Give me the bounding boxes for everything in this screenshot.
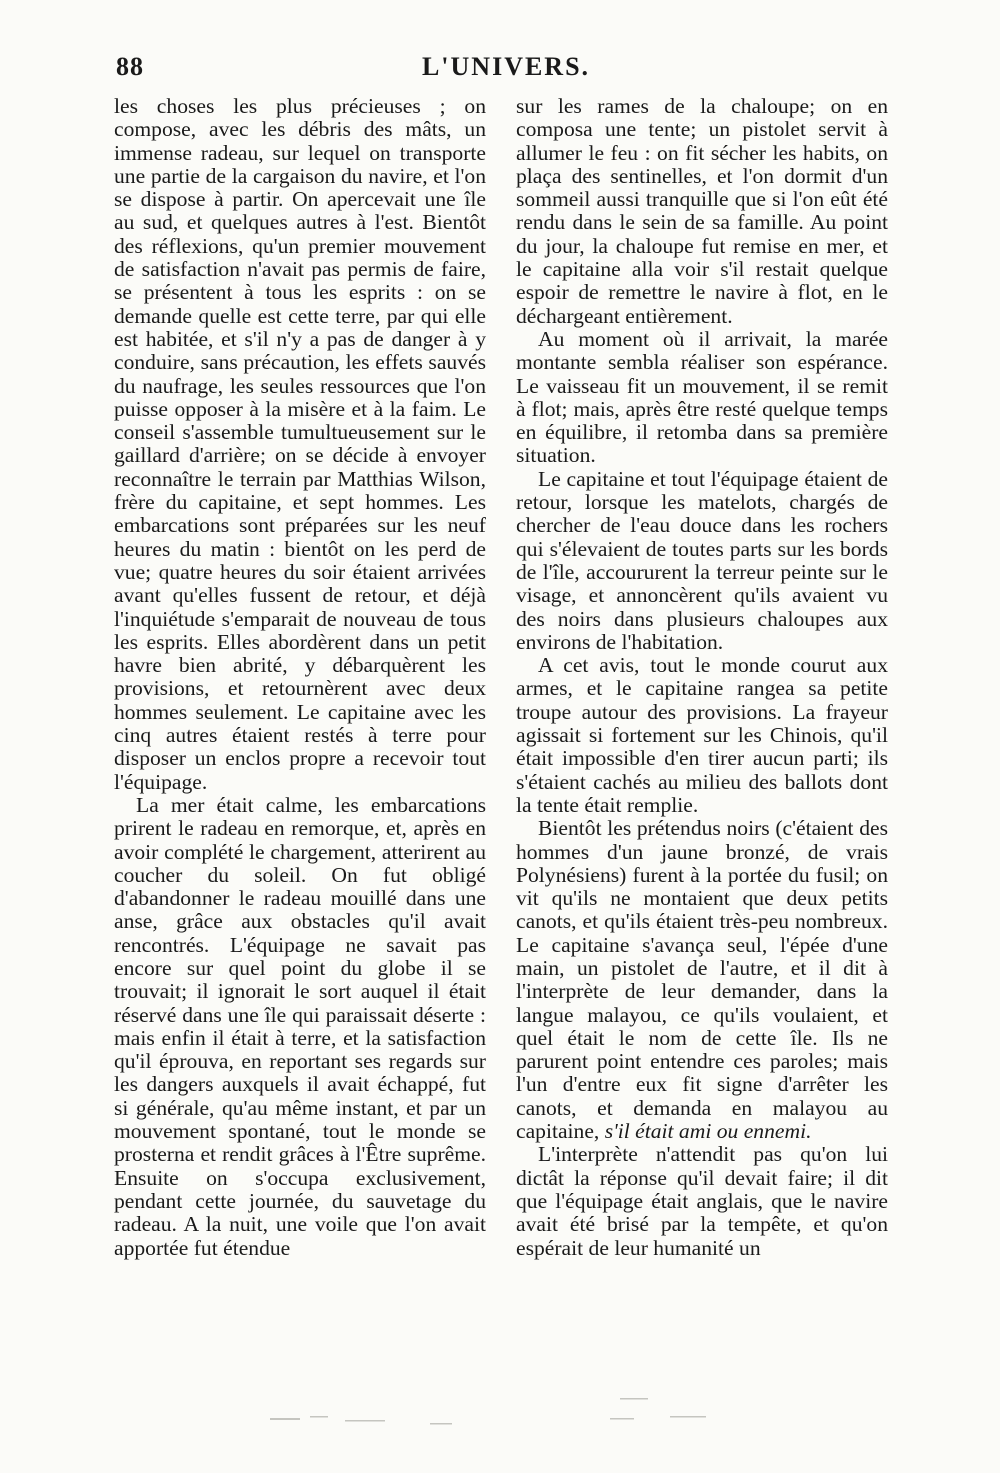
paragraph-right-4: A cet avis, tout le monde courut aux armes, et le capitaine rangea sa petite troupe autour des provisions. La frayeur agissait si fortement sur les Chinois, qu'il était impossible d'en tirer aucun parti; ils s'étaient cachés au milieu des ballots dont la tente était remplie. bbox=[516, 653, 888, 817]
paragraph-right-1: sur les rames de la chaloupe; on en composa une tente; un pistolet servit à allumer le feu : on fit sécher les habits, on plaça des sentinelles, et l'on dormit d'un sommeil aussi tranquille que si l'on eût été rendu dans le sein de sa famille. Au point du jour, la chaloupe fut remise en mer, et le capitaine alla voir s'il restait quelque espoir de remettre le navire à flot, en le déchargeant entièrement. bbox=[516, 95, 888, 328]
paragraph-right-2: Au moment où il arrivait, la marée montante sembla réaliser son espérance. Le vaisseau fit un mouvement, il se remit à flot; mais, après être resté quelque temps en équilibre, il retomba dans sa première situation. bbox=[516, 326, 888, 468]
page-specks bbox=[250, 1390, 750, 1430]
right-column bbox=[516, 95, 888, 1385]
running-title: L'UNIVERS. bbox=[421, 52, 591, 81]
left-column bbox=[114, 95, 486, 1385]
page-number: 88 bbox=[116, 52, 144, 81]
paragraph-left-1: les choses les plus précieuses ; on compose, avec les débris des mâts, un immense radeau, sur lequel on transporte une partie de la cargaison du navire, et l'on se dispose à partir. On apercevait une île au sud, et quelques autres à l'est. Bientôt des réflexions, qu'un premier mouvement de satisfaction n'avait pas permis de faire, se présentent à tous les esprits : on se demande quelle est cette terre, par qui elle est habitée, et s'il n'y a pas de danger à y conduire, sans précaution, les effets sauvés du naufrage, les seules ressources que l'on puisse opposer à la misère et à la faim. Le conseil s'assemble tumultueusement sur le gaillard d'arrière; on se décide à envoyer reconnaître le terrain par Matthias Wilson, frère du capitaine, et sept hommes. Les embarcations sont préparées sur les neuf heures du matin : bientôt on les perd de vue; quatre heures du soir étaient arrivées avant qu'elles fussent de retour, et déjà l'inquiétude s'emparait de nouveau de tous les esprits. Elles abordèrent dans un petit havre bien abrité, y débarquèrent les provisions, et retournèrent avec deux hommes seulement. Le capitaine avec les cinq autres étaient restés à terre pour disposer un enclos propre a recevoir tout l'équipage. bbox=[114, 95, 486, 794]
paragraph-right-6: L'interprète n'attendit pas qu'on lui dictât la réponse qu'il devait faire; il dit que l'équipage était anglais, que le navire avait été brisé par la tempête, et qu'on espérait de leur humanité un bbox=[516, 1142, 888, 1260]
paragraph-right-3: Le capitaine et tout l'équipage étaient de retour, lorsque les matelots, chargés de chercher de l'eau douce dans les rochers qui s'élevaient de toutes parts sur les bords de l'île, accoururent la terreur peinte sur le visage, et annoncèrent qu'ils avaient vu des noirs dans plusieurs chaloupes aux environs de l'habitation. bbox=[516, 466, 888, 654]
page-header bbox=[116, 52, 896, 88]
paragraph-left-2: La mer était calme, les embarcations prirent le radeau en remorque, et, après en avoir complété le chargement, atterirent au coucher du soleil. On fut obligé d'abandonner le radeau mouillé dans une anse, grâce aux obstacles qu'il avait rencontrés. L'équipage ne savait pas encore sur quel point du globe il se trouvait; il ignorait le sort auquel il était réservé dans une île qui paraissait déserte : mais enfin il était à terre, et la satisfaction qu'il éprouva, en reportant ses regards sur les dangers auxquels il avait échappé, fut si générale, qu'au même instant, et par un mouvement spontané, tout le monde se prosterna et rendit grâces à l'Être suprême. Ensuite on s'occupa exclusivement, pendant cette journée, du sauvetage du radeau. A la nuit, une voile que l'on avait apportée fut étendue bbox=[114, 792, 486, 1260]
paragraph-right-5-text: Bientôt les prétendus noirs (c'étaient des hommes d'un jaune bronzé, de vrais Polynésiens) furent à la portée du fusil; on vit qu'ils ne montaient que deux petits canots, et qu'ils étaient très-peu nombreux. Le capitaine s'avança seul, l'épée d'une main, un pistolet de l'autre, et il dit à l'interprète de leur demander, dans la langue malayou, ce qu'ils voulaient, et quel était le nom de cette île. Ils ne parurent point entendre ces paroles; mais l'un d'entre eux fit signe d'arrêter les canots, et demanda en malayou au capitaine, bbox=[516, 816, 888, 1144]
paragraph-right-5 bbox=[516, 817, 888, 1143]
italic-phrase: s'il était ami ou ennemi. bbox=[604, 1119, 812, 1144]
